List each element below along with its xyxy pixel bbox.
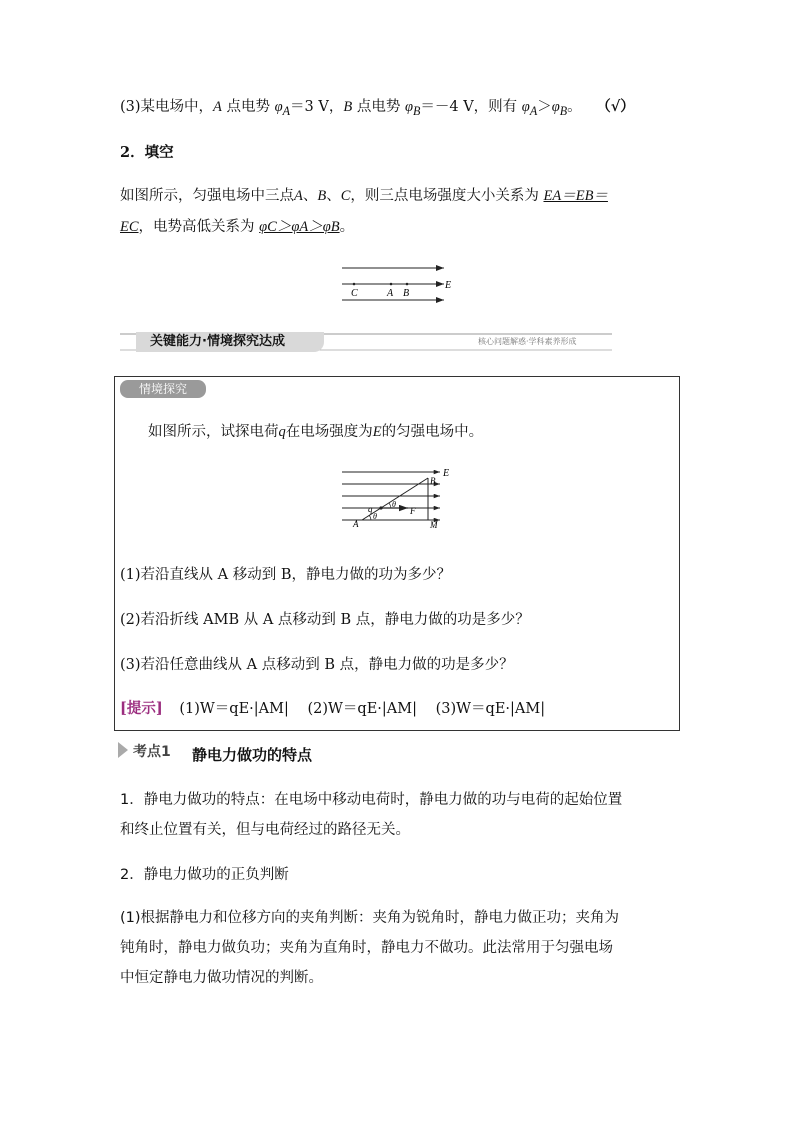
section-header-subtitle: 核心问题解惑·学科素养形成 bbox=[478, 337, 577, 346]
scenario-question-1: (1)若沿直线从 A 移动到 B，静电力做的功为多少？ bbox=[120, 567, 451, 583]
var-phi: φ bbox=[274, 99, 283, 115]
label-q: q bbox=[368, 504, 373, 514]
label-M: M bbox=[430, 520, 438, 530]
kaodian-p2: 2．静电力做功的正负判断 bbox=[120, 867, 289, 883]
answer-2: (2)W＝qE·|AM| bbox=[307, 701, 417, 717]
scenario-hint bbox=[120, 699, 545, 719]
answer-mark: （√） bbox=[596, 98, 635, 115]
var-phi: φ bbox=[551, 99, 560, 115]
var-B: B bbox=[343, 99, 353, 115]
label-E: E bbox=[443, 468, 450, 479]
text: ，则三点电场强度大小关系为 bbox=[350, 188, 544, 204]
text: 。 bbox=[339, 219, 355, 235]
answer-3: (3)W＝qE·|AM| bbox=[435, 701, 546, 717]
hint-label: [提示] bbox=[120, 700, 163, 717]
scenario-tag: 情境探究 bbox=[120, 380, 206, 398]
text: 、 bbox=[326, 188, 341, 204]
point-A bbox=[390, 283, 393, 286]
var-q: q bbox=[278, 424, 286, 440]
uniform-field-figure bbox=[336, 260, 466, 306]
work-path-figure bbox=[336, 462, 466, 532]
kaodian-p3-line3: 中恒定静电力做功情况的判断。 bbox=[120, 970, 323, 986]
answer-field-strength: EA＝EB＝ bbox=[543, 188, 608, 204]
text: 如图所示，匀强电场中三点 bbox=[120, 188, 294, 204]
label-F: F bbox=[410, 506, 416, 516]
label-C: C bbox=[351, 288, 358, 299]
text: 如图所示，试探电荷 bbox=[148, 424, 279, 440]
kaodian-p1-line2: 和终止位置有关，但与电荷经过的路径无关。 bbox=[120, 822, 410, 838]
text: ，电势高低关系为 bbox=[138, 219, 260, 235]
angle-arc-1 bbox=[389, 503, 391, 508]
text: ＞ bbox=[537, 99, 552, 115]
var-phi: φ bbox=[404, 99, 413, 115]
kaodian-title: 静电力做功的特点 bbox=[192, 746, 313, 764]
text: ＝－4 V，则有 bbox=[420, 99, 522, 115]
section-header-label: 关键能力·情境探究达成 bbox=[136, 332, 324, 352]
var-C: C bbox=[340, 188, 351, 204]
kaodian-label: 考点1 bbox=[133, 744, 171, 760]
scenario-intro bbox=[148, 422, 483, 442]
scenario-question-2: (2)若沿折线 AMB 从 A 点移动到 B 点，静电力做的功是多少？ bbox=[120, 612, 530, 628]
label-A: A bbox=[353, 519, 359, 529]
sub-A: A bbox=[282, 103, 291, 118]
fill-heading: 2．填空 bbox=[120, 144, 174, 161]
answer-1: (1)W＝qE·|AM| bbox=[179, 701, 289, 717]
var-A: A bbox=[294, 188, 303, 204]
var-E: E bbox=[372, 424, 382, 440]
text: 点电势 bbox=[221, 99, 275, 115]
item-number: (3) bbox=[120, 99, 141, 115]
answer-field-strength-cont: EC bbox=[120, 219, 139, 235]
text: 某电场中， bbox=[140, 99, 214, 115]
point-C bbox=[353, 283, 356, 286]
label-theta: θ bbox=[392, 500, 396, 509]
text: ＝3 V， bbox=[290, 99, 344, 115]
label-E: E bbox=[445, 280, 452, 291]
kaodian-p3-line2: 钝角时，静电力做负功；夹角为直角时，静电力不做功。此法常用于匀强电场 bbox=[120, 940, 613, 956]
text: 在电场强度为 bbox=[285, 424, 373, 440]
var-B: B bbox=[317, 188, 327, 204]
sub-A: A bbox=[529, 103, 538, 118]
text: 的匀强电场中。 bbox=[381, 424, 484, 440]
kaodian-p3-line1: (1)根据静电力和位移方向的夹角判断：夹角为锐角时，静电力做正功；夹角为 bbox=[120, 910, 620, 926]
kaodian-p1-line1: 1．静电力做功的特点：在电场中移动电荷时，静电力做的功与电荷的起始位置 bbox=[120, 792, 623, 808]
fill-paragraph-line1 bbox=[120, 186, 608, 206]
sub-B: B bbox=[412, 103, 421, 118]
label-A: A bbox=[387, 288, 394, 299]
text: 点电势 bbox=[352, 99, 405, 115]
var-A: A bbox=[213, 99, 222, 115]
answer-potential: φC＞φA＞φB bbox=[259, 219, 340, 235]
label-theta: θ bbox=[373, 512, 377, 521]
point-B bbox=[406, 283, 409, 286]
text: 、 bbox=[302, 188, 318, 204]
label-B: B bbox=[430, 476, 436, 486]
angle-arc-2 bbox=[369, 515, 371, 520]
var-phi: φ bbox=[521, 99, 530, 115]
scenario-question-3: (3)若沿任意曲线从 A 点移动到 B 点，静电力做的功是多少？ bbox=[120, 657, 514, 673]
label-B: B bbox=[403, 288, 410, 299]
kaodian-arrow-icon bbox=[118, 742, 128, 758]
judgement-item-3 bbox=[120, 97, 635, 121]
sub-B: B bbox=[559, 103, 568, 118]
fill-paragraph-line2 bbox=[120, 217, 354, 237]
text: 。 bbox=[567, 99, 582, 115]
